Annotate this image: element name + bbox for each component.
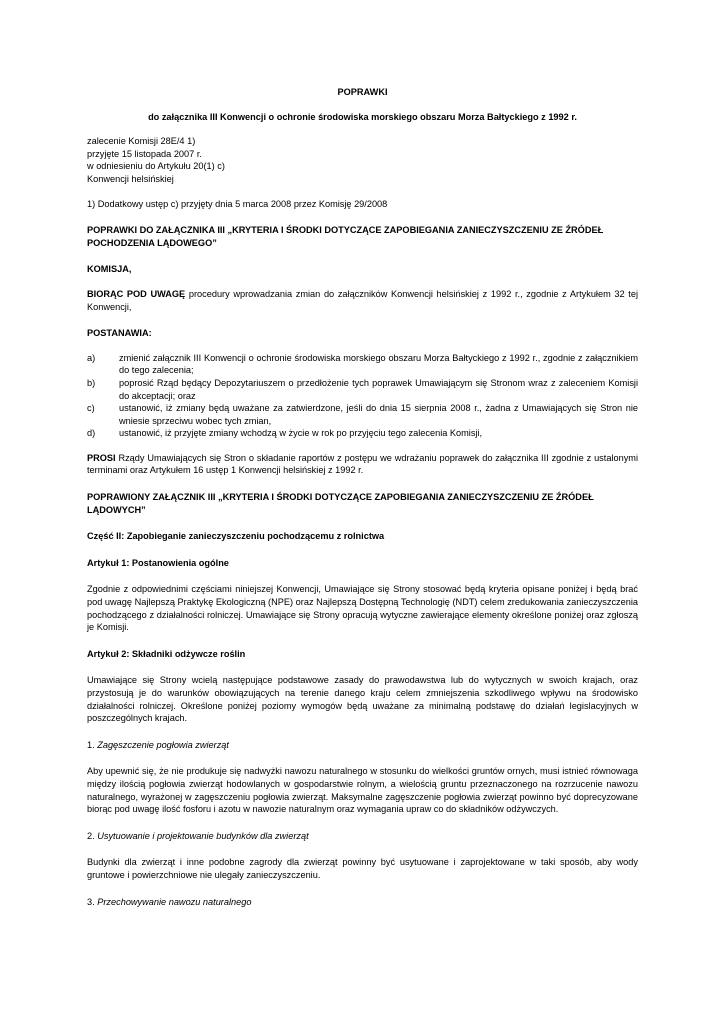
amendments-heading: POPRAWKI DO ZAŁĄCZNIKA III „KRYTERIA I ŚRODKI DOTYCZĄCE ZAPOBIEGANIA ZANIECZYSZCZENIU ZE ŹRÓDEŁ POCHODZENIA LĄDOWEGO”	[87, 225, 604, 248]
recommendation-line: zalecenie Komisji 28E/4 1)	[87, 136, 196, 147]
list-item-label: c)	[87, 403, 95, 414]
list-item-text: poprosić Rząd będący Depozytariuszem o przedłożenie tych poprawek Umawiającym się Stronom wraz z zaleceniem Komisji do akceptacji; oraz	[119, 377, 638, 401]
document-subtitle: do załącznika III Konwencji o ochronie środowiska morskiego obszaru Morza Bałtyckiego z 1992 r.	[148, 111, 577, 122]
section3-title: Przechowywanie nawozu naturalnego	[97, 896, 252, 907]
footnote: 1) Dodatkowy ustęp c) przyjęty dnia 5 marca 2008 przez Komisję 29/2008	[87, 198, 388, 209]
section3-number: 3.	[87, 896, 98, 907]
section1-text: Aby upewnić się, że nie produkuje się nadwyżki nawozu naturalnego w stosunku do wielkości gruntów ornych, musi istnieć równowaga między ilością pogłowia zwierząt hodowlanych w gospodarstwie rolnym, a wielością gruntu przeznaczonego na rozrzucenie nawozu naturalnego, wyrażonej w zagęszczeniu pogłowia zwierząt. Maksymalne zagęszczenie pogłowia zwierząt powinno być doprecyzowane biorąc pod uwagę ilość fosforu i azotu w nawozie naturalnym oraz wymagania upraw co do składników odżywczych.	[87, 766, 638, 815]
commission-heading: KOMISJA,	[87, 264, 132, 275]
decides-heading: POSTANAWIA:	[87, 328, 152, 339]
list-item	[87, 377, 638, 402]
section1-heading	[87, 739, 638, 752]
decisions-list	[87, 352, 638, 440]
recommendation-line: w odniesieniu do Artykułu 20(1) c)	[87, 161, 225, 172]
list-item-text: ustanowić, iż zmiany będą uważane za zatwierdzone, jeśli do dnia 15 sierpnia 2008 r., żadna z Umawiających się Stron nie wniesie sprzeciwu wobec tych zmian,	[119, 403, 638, 426]
list-item	[87, 427, 638, 440]
recommendation-block	[87, 135, 638, 185]
list-item-text: ustanowić, iż przyjęte zmiany wchodzą w życie w rok po przyjęciu tego zalecenia Komisji,	[119, 428, 483, 439]
considering-lead: BIORĄC POD UWAGĘ	[87, 288, 186, 299]
document-page	[87, 86, 638, 908]
requests-lead: PROSI	[87, 452, 116, 463]
article1-text: Zgodnie z odpowiednimi częściami niniejszej Konwencji, Umawiające się Strony stosować będą kryteria opisane poniżej i będą brać pod uwagę Najlepszą Praktykę Ekologiczną (NPE) oraz Najlepszą Dostępną Technologię (NDT) celem zredukowania zanieczyszczenia pochodzącego z działalności rolniczej. Umawiające się Strony opracują wytyczne zawierające elementy określone poniżej oraz zgłoszą je Komisji.	[87, 584, 638, 633]
article2-text: Umawiające się Strony wcielą następujące podstawowe zasady do prawodawstwa lub do wytycznych w swoich krajach, oraz przystosują je do warunków obowiązujących na terenie danego kraju celem zmniejszenia szkodliwego wpływu na środowisko działalności rolniczej. Określone poniżej poziomy wymogów będą uważane za minimalną podstawę do działań legislacyjnych w poszczególnych krajach.	[87, 675, 638, 724]
recommendation-line: Konwencji helsińskiej	[87, 173, 174, 184]
section2-text: Budynki dla zwierząt i inne podobne zagrody dla zwierząt powinny być usytuowane i zaprojektowane w taki sposób, aby wody gruntowe i powierzchniowe nie ulegały zanieczyszczeniu.	[87, 857, 638, 880]
section2-number: 2.	[87, 830, 98, 841]
corrected-annex-heading: POPRAWIONY ZAŁĄCZNIK III „KRYTERIA I ŚRODKI DOTYCZĄCE ZAPOBIEGANIA ZANIECZYSZCZENIU ZE ŹRÓDEŁ LĄDOWYCH”	[87, 492, 594, 515]
section3-heading	[87, 896, 638, 909]
section1-title: Zagęszczenie pogłowia zwierząt	[97, 739, 229, 750]
list-item-label: b)	[87, 377, 96, 388]
part2-heading: Część II: Zapobieganie zanieczyszczeniu pochodzącemu z rolnictwa	[87, 531, 385, 542]
list-item-label: d)	[87, 428, 96, 439]
considering-text: procedury wprowadzania zmian do załączników Konwencji helsińskiej z 1992 r., zgodnie z Artykułem 32 tej Konwencji,	[87, 288, 638, 312]
article1-heading: Artykuł 1: Postanowienia ogólne	[87, 557, 229, 568]
article2-heading: Artykuł 2: Składniki odżywcze roślin	[87, 648, 246, 659]
list-item-label: a)	[87, 352, 96, 363]
requests-paragraph	[87, 452, 638, 477]
list-item	[87, 352, 638, 377]
document-title: POPRAWKI	[337, 87, 388, 97]
considering-paragraph	[87, 288, 638, 313]
list-item	[87, 402, 638, 427]
section2-heading	[87, 830, 638, 843]
section2-title: Usytuowanie i projektowanie budynków dla zwierząt	[97, 830, 309, 841]
list-item-text: zmienić załącznik III Konwencji o ochronie środowiska morskiego obszaru Morza Bałtyckiego z 1992 r., zgodnie z załącznikiem do tego zalecenia;	[119, 352, 638, 376]
requests-text: Rządy Umawiających się Stron o składanie raportów z postępu we wdrażaniu poprawek do załącznika III zgodnie z ustalonymi terminami oraz Artykułem 16 ustęp 1 Konwencji helsińskiej z 1992 r.	[87, 452, 638, 476]
recommendation-line: przyjęte 15 listopada 2007 r.	[87, 148, 202, 159]
section1-number: 1.	[87, 739, 98, 750]
